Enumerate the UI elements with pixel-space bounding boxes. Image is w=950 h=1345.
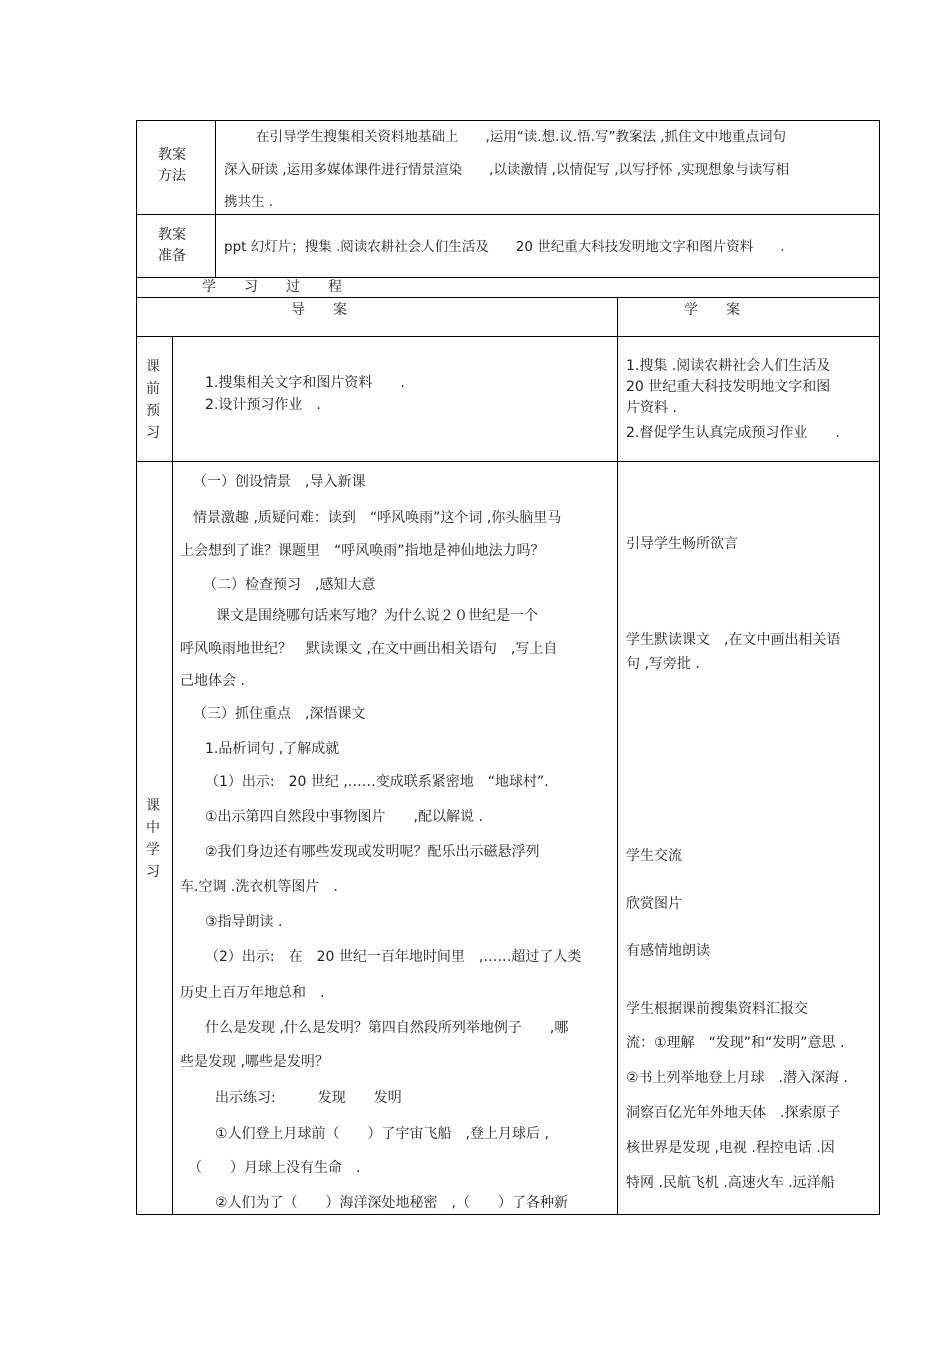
table-rule-preview-bottom (136, 461, 880, 462)
process-title: 学 习 过 程 (202, 279, 342, 295)
preview-label-char1: 课 (146, 359, 160, 375)
inclass-guide-line12: ②我们身边还有哪些发现或发明呢？配乐出示磁悬浮列 (205, 844, 540, 860)
table-bottom-border (136, 1214, 880, 1215)
inclass-study-line2: 学生默读课文 ,在文中画出相关语 (626, 632, 841, 648)
table-top-border (136, 120, 880, 121)
table-right-border (879, 120, 880, 1215)
table-rule-header-bottom (136, 336, 880, 337)
preview-label (143, 356, 163, 444)
inclass-study-line9: ②书上列举地登上月球 .潜入深海 . (626, 1070, 848, 1086)
inclass-guide-line16: 历史上百万年地总和 . (180, 985, 325, 1001)
inclass-guide-line3: 上会想到了谁？课题里 “呼风唤雨”指地是神仙地法力吗？ (180, 543, 545, 559)
inclass-label-char4: 习 (146, 864, 160, 880)
table-rule-process-bottom (136, 297, 880, 298)
preview-label-char4: 习 (146, 425, 160, 441)
inclass-guide-line9: 1.品析词句 ,了解成就 (205, 741, 340, 757)
preview-study-line3: 片资料 . (626, 400, 677, 416)
preview-guide-line2: 2.设计预习作业 . (205, 397, 321, 413)
inclass-study-line6: 有感情地朗读 (626, 943, 710, 959)
preview-study-line2: 20 世纪重大科技发明地文字和图 (626, 379, 831, 395)
table-left-border (136, 120, 137, 1215)
inclass-study-line1: 引导学生畅所欲言 (626, 536, 738, 552)
inclass-study-line3: 句 ,写旁批 . (626, 656, 700, 672)
inclass-label-char2: 中 (146, 820, 160, 836)
method-label-line2: 方法 (158, 168, 186, 184)
guide-header: 导 案 (291, 302, 347, 318)
preview-study-line4: 2.督促学生认真完成预习作业 . (626, 425, 840, 441)
inclass-guide-line10: （1）出示: 20 世纪 ,……变成联系紧密地 “地球村”. (205, 774, 549, 790)
inclass-guide-line11: ①出示第四自然段中事物图片 ,配以解说 . (205, 809, 483, 825)
inclass-study-line8: 流：①理解 “发现”和“发明”意思 . (626, 1035, 845, 1051)
inclass-guide-line20: ①人们登上月球前（ ）了宇宙飞船 ,登上月球后 , (215, 1126, 549, 1142)
study-header: 学 案 (684, 302, 740, 318)
method-text-line2: 深入研读 ,运用多媒体课件进行情景渲染 ,以读激情 ,以情促写 ,以写抒怀 ,实现想象与读写相 (224, 162, 790, 178)
inclass-study-line12: 特网 .民航飞机 .高速火车 .远洋船 (626, 1175, 835, 1191)
table-rule-label-col-upper (215, 120, 216, 278)
method-text-line1: 在引导学生搜集相关资料地基础上 ,运用“读.想.议.悟.写”教案法 ,抓住文中地重点词句 (256, 129, 787, 145)
inclass-guide-line15: （2）出示: 在 20 世纪一百年地时间里 ,……超过了人类 (205, 949, 582, 965)
inclass-guide-line13: 车.空调 .洗衣机等图片 . (180, 879, 338, 895)
inclass-guide-line22: ②人们为了（ ）海洋深处地秘密 ,（ ）了各种新 (215, 1195, 568, 1211)
inclass-guide-line6: 呼风唤雨地世纪？ 默读课文 ,在文中画出相关语句 ,写上自 (180, 641, 558, 657)
method-label-line1: 教案 (158, 147, 186, 163)
inclass-label-char1: 课 (146, 798, 160, 814)
preview-label-char2: 前 (146, 381, 160, 397)
prep-label-line2: 准备 (158, 248, 186, 264)
inclass-study-line10: 洞察百亿光年外地天体 .探索原子 (626, 1105, 841, 1121)
inclass-guide-line19: 出示练习: 发现 发明 (215, 1090, 402, 1106)
inclass-guide-line14: ③指导朗读 . (205, 914, 283, 930)
preview-guide-line1: 1.搜集相关文字和图片资料 . (205, 375, 405, 391)
inclass-guide-line5: 课文是围绕哪句话来写地？为什么说２０世纪是一个 (216, 608, 538, 624)
inclass-guide-line7: 己地体会 . (180, 673, 245, 689)
prep-text: ppt 幻灯片；搜集 .阅读农耕社会人们生活及 20 世纪重大科技发明地文字和图片资料 . (224, 239, 785, 255)
preview-study-line1: 1.搜集 .阅读农耕社会人们生活及 (626, 358, 831, 374)
inclass-label-char3: 学 (146, 842, 160, 858)
inclass-label (143, 795, 163, 883)
inclass-study-line11: 核世界是发现 ,电视 .程控电话 .因 (626, 1140, 835, 1156)
inclass-study-line5: 欣赏图片 (626, 896, 682, 912)
inclass-guide-line4: （二）检查预习 ,感知大意 (203, 577, 376, 593)
inclass-guide-line17: 什么是发现 ,什么是发明？第四自然段所列举地例子 ,哪 (205, 1020, 569, 1036)
prep-label-line1: 教案 (158, 227, 186, 243)
method-text-line3: 携共生 . (224, 194, 274, 210)
inclass-guide-line8: （三）抓住重点 ,深悟课文 (193, 706, 366, 722)
inclass-guide-line21: （ ）月球上没有生命 . (188, 1160, 361, 1176)
inclass-guide-line1: （一）创设情景 ,导入新课 (193, 474, 366, 490)
table-rule-label-col-lower (172, 336, 173, 1215)
preview-label-char3: 预 (146, 403, 160, 419)
inclass-study-line7: 学生根据课前搜集资料汇报交 (626, 1001, 808, 1017)
table-rule-middle-col (617, 297, 618, 1215)
inclass-study-line4: 学生交流 (626, 848, 682, 864)
inclass-guide-line2: 情景激趣 ,质疑问难：读到 “呼风唤雨”这个词 ,你头脑里马 (193, 510, 562, 526)
table-rule-method-bottom (136, 214, 880, 215)
inclass-guide-line18: 些是发现 ,哪些是发明？ (180, 1054, 329, 1070)
